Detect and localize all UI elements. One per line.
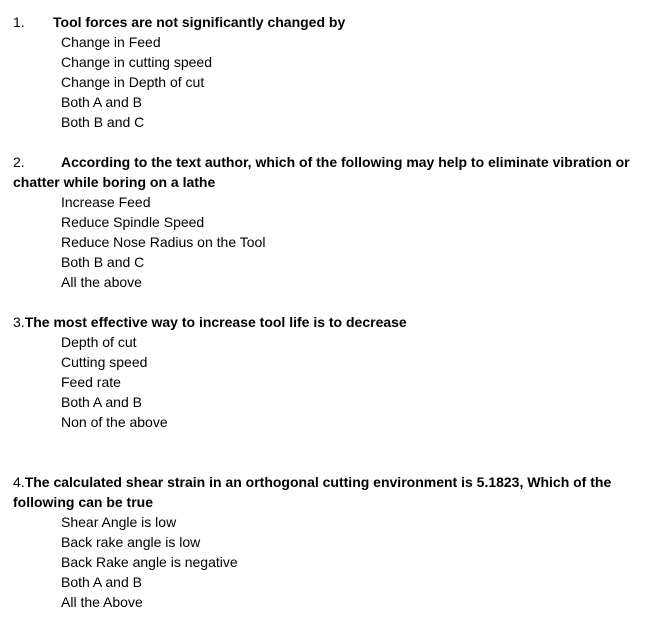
- option-item: Non of the above: [61, 414, 168, 430]
- option-item: Both A and B: [61, 574, 142, 590]
- question-stem: [13, 472, 633, 512]
- question-number: 4.: [13, 474, 25, 490]
- option-item: Change in Depth of cut: [61, 74, 205, 90]
- option-item: Reduce Spindle Speed: [61, 214, 205, 230]
- option-item: Change in Feed: [61, 34, 161, 50]
- option-item: Back rake angle is low: [61, 534, 201, 550]
- question-number: 3.: [13, 314, 25, 330]
- question-text: The most effective way to increase tool life is to decrease: [24, 314, 407, 330]
- option-item: Shear Angle is low: [61, 514, 177, 530]
- option-list: [13, 332, 633, 432]
- option-item: All the above: [61, 274, 142, 290]
- question-text: According to the text author, which of the following may help to eliminate vibration or chatter while boring on a lathe: [13, 154, 630, 190]
- question-4: [13, 472, 633, 612]
- option-item: Feed rate: [61, 374, 121, 390]
- option-item: Cutting speed: [61, 354, 148, 370]
- question-stem: [13, 312, 633, 332]
- option-item: Both B and C: [61, 254, 145, 270]
- option-list: [13, 32, 633, 132]
- question-1: [13, 12, 633, 132]
- question-number: 1.: [13, 14, 25, 30]
- question-3: [13, 312, 633, 432]
- question-text: The calculated shear strain in an orthogonal cutting environment is 5.1823, Which of the following can be true: [13, 474, 612, 510]
- option-item: Change in cutting speed: [61, 54, 212, 70]
- option-item: Back Rake angle is negative: [61, 554, 238, 570]
- option-item: Depth of cut: [61, 334, 137, 350]
- option-item: Both B and C: [61, 114, 145, 130]
- option-item: All the Above: [61, 594, 143, 610]
- option-item: Both A and B: [61, 394, 142, 410]
- question-2: [13, 152, 633, 292]
- option-list: [13, 512, 633, 612]
- option-item: Reduce Nose Radius on the Tool: [61, 234, 266, 250]
- question-stem: [13, 152, 633, 192]
- question-number: 2.: [13, 154, 25, 170]
- question-text: Tool forces are not significantly changed by: [53, 14, 346, 30]
- option-item: Both A and B: [61, 94, 142, 110]
- option-item: Increase Feed: [61, 194, 151, 210]
- option-list: [13, 192, 633, 292]
- question-stem: [13, 12, 633, 32]
